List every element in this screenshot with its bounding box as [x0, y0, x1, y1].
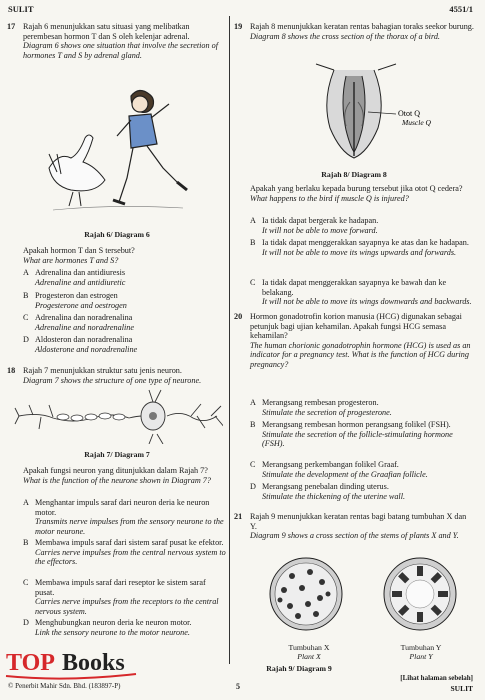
option-ms: Membawa impuls saraf dari reseptor ke sistem saraf pusat. — [35, 578, 206, 597]
question-stem-ms: Rajah 7 menunjukkan struktur satu jenis neuron. — [23, 366, 182, 375]
option-letter: A — [250, 216, 256, 225]
question-stem-en: Diagram 9 shows a cross section of the stems of plants X and Y. — [250, 531, 459, 541]
option-ms: Menghubungkan neuron deria ke neuron motor. — [35, 618, 192, 627]
question-number: 17 — [7, 22, 16, 31]
plant-x-en: Plant X — [297, 651, 321, 661]
question-19-ask — [250, 184, 472, 203]
option-en: Progesterone and oestrogen — [35, 300, 127, 310]
plant-x-label — [264, 644, 354, 661]
q19-option-b[interactable] — [250, 238, 472, 257]
column-divider — [229, 16, 230, 664]
diagram-7-caption: Rajah 7/ Diagram 7 — [84, 450, 150, 459]
ask-en: What are hormones T and S? — [23, 255, 119, 265]
plant-y-label — [376, 644, 466, 661]
option-en: Stimulate the secretion of the follicle-stimulating hormone (FSH). — [262, 429, 453, 449]
question-number: 20 — [234, 312, 243, 321]
option-en: It will not be able to move its wings downwards and backwards. — [262, 297, 472, 307]
option-ms: Merangsang rembesan progesteron. — [262, 398, 379, 407]
ask-ms: Apakah hormon T dan S tersebut? — [23, 246, 135, 255]
ask-ms: Apakah yang berlaku kepada burung tersebut jika otot Q cedera? — [250, 184, 463, 193]
q20-option-b[interactable] — [250, 420, 472, 449]
q19-option-a[interactable] — [250, 216, 472, 235]
option-letter: B — [23, 538, 29, 547]
question-stem-en: Diagram 8 shows the cross section of the thorax of a bird. — [250, 31, 440, 41]
option-en: Carries nerve impulses from the receptors to the central nervous system. — [35, 597, 219, 616]
footer-sulit: SULIT — [450, 684, 473, 693]
q17-option-b[interactable] — [23, 291, 227, 310]
q17-option-a[interactable] — [23, 268, 227, 287]
option-en: Adrenaline and antidiuretic — [35, 277, 126, 287]
muscle-q-label-ms: Otot Q — [398, 109, 420, 118]
svg-text:Books: Books — [62, 650, 125, 676]
option-ms: Ia tidak dapat bergerak ke hadapan. — [262, 216, 379, 225]
option-ms: Merangsang penebalan dinding uterus. — [262, 482, 389, 491]
footer-publisher: © Penerbit Mahir Sdn. Bhd. (183897-P) — [8, 682, 121, 690]
option-en: Carries nerve impulses from the central nervous system to the effectors. — [35, 547, 226, 567]
plant-x-ms: Tumbuhan X — [288, 643, 330, 652]
q20-option-c[interactable] — [250, 460, 472, 479]
diagram-7-neuron — [13, 386, 223, 444]
svg-text:TOP: TOP — [6, 650, 55, 676]
option-letter: B — [23, 291, 29, 300]
option-en: Aldosterone and noradrenaline — [35, 344, 138, 354]
plant-y-en: Plant Y — [409, 651, 433, 661]
q17-option-c[interactable] — [23, 313, 227, 332]
q20-option-d[interactable] — [250, 482, 472, 501]
option-en: Link the sensory neurone to the motor neurone. — [35, 627, 190, 637]
diagram-8-bird-thorax — [292, 62, 472, 164]
option-letter: B — [250, 420, 256, 429]
question-stem-en: Diagram 6 shows one situation that involve the secretion of hormones T and S by adrenal gland. — [23, 41, 219, 60]
option-ms: Membawa impuls saraf dari sistem saraf pusat ke efektor. — [35, 538, 224, 547]
ask-ms: Apakah fungsi neuron yang ditunjukkan dalam Rajah 7? — [23, 466, 208, 475]
option-ms: Progesteron dan estrogen — [35, 291, 118, 300]
question-17 — [7, 22, 227, 60]
header-paper-code: 4551/1 — [449, 4, 473, 14]
header-sulit: SULIT — [8, 4, 34, 14]
question-stem-en: The human chorionic gonadotrophin hormone (HCG) is used as an indicator for a pregnancy test. What is the function of HCG during pregnancy? — [250, 340, 471, 369]
question-17-ask — [23, 246, 227, 265]
q17-option-d[interactable] — [23, 335, 227, 354]
question-19 — [234, 22, 474, 41]
question-stem-ms: Hormon gonadotrofin korion manusia (HCG) digunakan sebagai petunjuk bagi ujian kehamilan. Apakah fungsi HCG semasa kehamilan? — [250, 312, 462, 341]
plant-x-stem — [270, 558, 342, 630]
question-number: 21 — [234, 512, 243, 521]
option-letter: B — [250, 238, 256, 247]
option-letter: C — [250, 460, 256, 469]
ask-en: What happens to the bird if muscle Q is injured? — [250, 193, 409, 203]
option-letter: A — [250, 398, 256, 407]
diagram-9-stem-sections — [254, 554, 474, 638]
question-stem-ms: Rajah 9 menunjukkan keratan rentas bagi batang tumbuhan X dan Y. — [250, 512, 467, 531]
q19-option-c[interactable] — [250, 278, 472, 307]
topbooks-logo — [4, 646, 146, 682]
option-ms: Menghantar impuls saraf dari neuron deria ke neuron motor. — [35, 498, 210, 517]
question-stem-en: Diagram 7 shows the structure of one type of neurone. — [23, 375, 202, 385]
thorax-cross-section — [316, 64, 396, 158]
option-en: Stimulate the development of the Graafian follicle. — [262, 469, 428, 479]
option-ms: Aldosteron dan noradrenalina — [35, 335, 133, 344]
option-ms: Ia tidak dapat menggerakkan sayapnya ke bawah dan ke belakang. — [262, 278, 447, 297]
diagram-9-caption: Rajah 9/ Diagram 9 — [266, 664, 332, 673]
option-en: Transmits nerve impulses from the sensory neurone to the motor neurone. — [35, 517, 224, 536]
plant-y-ms: Tumbuhan Y — [400, 643, 442, 652]
option-en: Adrenaline and noradrenaline — [35, 322, 134, 332]
option-letter: C — [23, 313, 29, 322]
question-18-ask — [23, 466, 227, 485]
option-en: It will not be able to move forward. — [262, 225, 378, 235]
q18-option-b[interactable] — [23, 538, 227, 567]
option-ms: Adrenalina dan noradrenalina — [35, 313, 133, 322]
goose-figure — [49, 135, 105, 206]
footer-page-number: 5 — [236, 682, 240, 691]
boy-figure — [113, 90, 187, 204]
option-letter: D — [23, 618, 29, 627]
question-number: 19 — [234, 22, 243, 31]
option-letter: D — [250, 482, 256, 491]
myelin-sheath — [57, 413, 125, 421]
muscle-q-label-en: Muscle Q — [402, 118, 431, 127]
question-18 — [7, 366, 227, 385]
q18-option-a[interactable] — [23, 498, 227, 536]
ask-en: What is the function of the neurone shown in Diagram 7? — [23, 475, 211, 485]
option-en: It will not be able to move its wings upwards and forwards. — [262, 247, 457, 257]
question-stem-ms: Rajah 8 menunjukkan keratan rentas bahagian toraks seekor burung. — [250, 22, 474, 31]
option-letter: C — [23, 578, 29, 587]
question-21 — [234, 512, 474, 541]
q18-option-d[interactable] — [23, 618, 227, 637]
option-en: Stimulate the thickening of the uterine wall. — [262, 491, 406, 501]
option-letter: C — [250, 278, 256, 287]
q20-option-a[interactable] — [250, 398, 472, 417]
option-ms: Adrenalina dan antidiuresis — [35, 268, 126, 277]
diagram-8-caption: Rajah 8/ Diagram 8 — [321, 170, 387, 179]
option-ms: Merangsang rembesan hormon perangsang folikel (FSH). — [262, 420, 451, 429]
diagram-6-caption: Rajah 6/ Diagram 6 — [84, 230, 150, 239]
plant-y-stem — [384, 558, 456, 630]
option-letter: A — [23, 498, 29, 507]
question-20 — [234, 312, 474, 370]
option-letter: A — [23, 268, 29, 277]
question-number: 18 — [7, 366, 16, 375]
diagram-6-goose-chase — [43, 82, 193, 222]
nucleus — [149, 412, 157, 420]
footer-next-page: [Lihat halaman sebelah] — [400, 674, 473, 682]
option-ms: Merangsang perkembangan folikel Graaf. — [262, 460, 399, 469]
option-en: Stimulate the secretion of progesterone. — [262, 407, 392, 417]
ground-line — [53, 206, 183, 210]
question-stem-ms: Rajah 6 menunjukkan satu situasi yang melibatkan perembesan hormon T dan S oleh kelenjar adrenal. — [23, 22, 190, 41]
option-letter: D — [23, 335, 29, 344]
q18-option-c[interactable] — [23, 578, 227, 616]
option-ms: Ia tidak dapat menggerakkan sayapnya ke atas dan ke hadapan. — [262, 238, 469, 247]
